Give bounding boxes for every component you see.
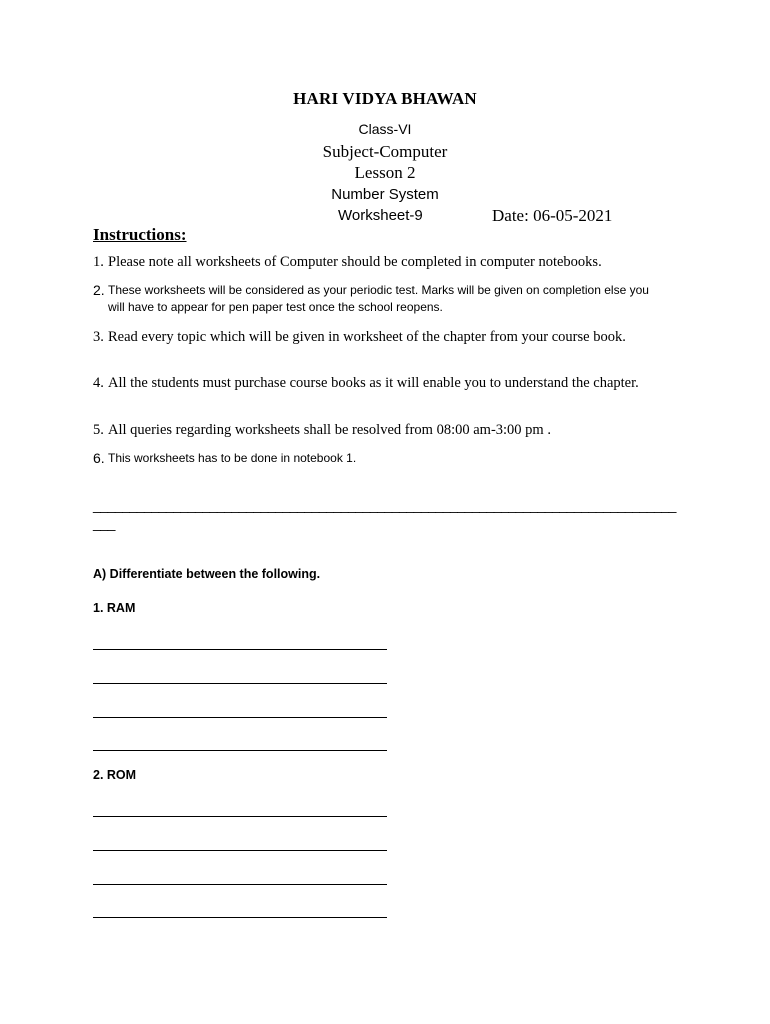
- school-name: HARI VIDYA BHAWAN: [293, 89, 477, 108]
- instruction-text: Read every topic which will be given in worksheet of the chapter from your course book.: [108, 329, 626, 345]
- instruction-text: This worksheets has to be done in notebook 1.: [108, 451, 357, 465]
- instruction-number: 4.: [93, 375, 104, 391]
- instruction-text: Please note all worksheets of Computer should be completed in computer notebooks.: [108, 254, 602, 270]
- subject-label: Subject-Computer: [322, 142, 448, 161]
- instruction-text: All queries regarding worksheets shall be resolved from 08:00 am-3:00 pm .: [108, 422, 551, 438]
- separator-line: ________________________________________________________________________________: [93, 497, 676, 513]
- answer-line[interactable]: [93, 683, 387, 684]
- answer-line[interactable]: [93, 816, 387, 817]
- answer-line[interactable]: [93, 917, 387, 918]
- answer-line[interactable]: [93, 649, 387, 650]
- instruction-text: All the students must purchase course books as it will enable you to understand the chapter.: [108, 375, 639, 391]
- instruction-number: 2.: [93, 282, 105, 298]
- instructions-heading: Instructions:: [93, 225, 187, 244]
- instruction-number: 3.: [93, 329, 104, 345]
- worksheet-label: Worksheet-9: [338, 207, 423, 224]
- class-label: Class-VI: [358, 121, 412, 137]
- answer-line[interactable]: [93, 850, 387, 851]
- date-label: Date: 06-05-2021: [492, 206, 613, 225]
- separator-line-continued: ___: [93, 515, 115, 531]
- instruction-number: 5.: [93, 422, 104, 438]
- instruction-number: 1.: [93, 254, 104, 270]
- question-ram: 1. RAM: [93, 601, 136, 615]
- answer-line[interactable]: [93, 717, 387, 718]
- answer-line[interactable]: [93, 884, 387, 885]
- instruction-number: 6.: [93, 450, 105, 466]
- instruction-text: These worksheets will be considered as your periodic test. Marks will be given on completion else you will have to appear for pen paper test once the school reopens.: [108, 283, 649, 314]
- section-a-heading: A) Differentiate between the following.: [93, 567, 321, 581]
- question-rom: 2. ROM: [93, 768, 137, 782]
- topic-label: Number System: [331, 186, 439, 203]
- lesson-label: Lesson 2: [354, 163, 416, 182]
- answer-line[interactable]: [93, 750, 387, 751]
